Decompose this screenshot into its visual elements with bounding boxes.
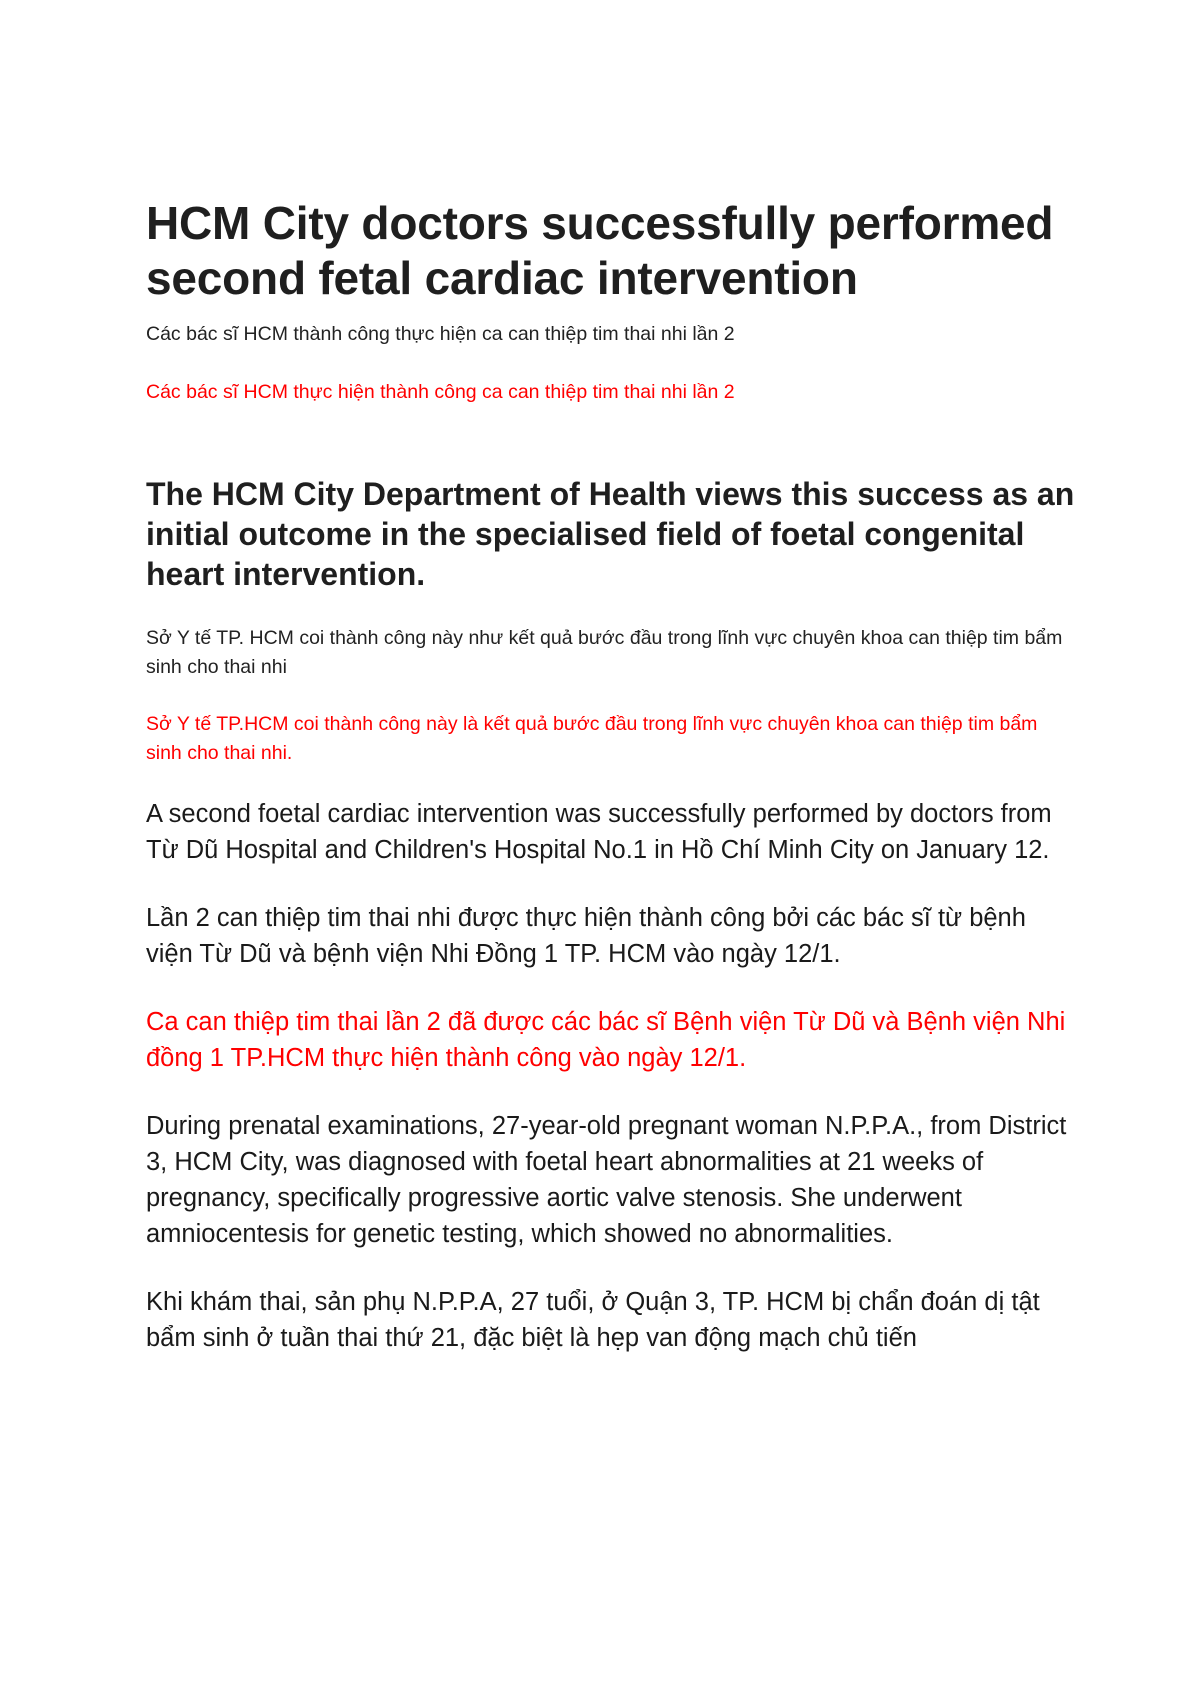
title-translation: Các bác sĩ HCM thành công thực hiện ca can thiệp tim thai nhi lần 2 [146, 323, 735, 345]
subheading-translation: Sở Y tế TP. HCM coi thành công này như kết quả bước đầu trong lĩnh vực chuyên khoa can thiệp tim bẩm sinh cho thai nhi [146, 627, 1063, 678]
subheading-translation-corrected: Sở Y tế TP.HCM coi thành công này là kết quả bước đầu trong lĩnh vực chuyên khoa can thiệp tim bẩm sinh cho thai nhi. [146, 713, 1038, 764]
paragraph-2-translation: Khi khám thai, sản phụ N.P.P.A, 27 tuổi, ở Quận 3, TP. HCM bị chẩn đoán dị tật bẩm sinh ở tuần thai thứ 21, đặc biệt là hẹp van động mạch chủ tiến [146, 1288, 1040, 1352]
paragraph-1-translation-corrected: Ca can thiệp tim thai lần 2 đã được các bác sĩ Bệnh viện Từ Dũ và Bệnh viện Nhi đồng 1 TP.HCM thực hiện thành công vào ngày 12/1. [146, 1008, 1066, 1072]
article-title: HCM City doctors successfully performed second fetal cardiac intervention [146, 197, 1054, 304]
article-subheading: The HCM City Department of Health views this success as an initial outcome in the specialised field of foetal congenital heart intervention. [146, 476, 1075, 592]
paragraph-1-translation: Lần 2 can thiệp tim thai nhi được thực hiện thành công bởi các bác sĩ từ bệnh viện Từ Dũ và bệnh viện Nhi Đồng 1 TP. HCM vào ngày 12/1. [146, 904, 1026, 968]
paragraph-1: A second foetal cardiac intervention was successfully performed by doctors from Từ Dũ Hospital and Children's Hospital No.1 in Hồ Chí Minh City on January 12. [146, 800, 1052, 864]
title-translation-corrected: Các bác sĩ HCM thực hiện thành công ca can thiệp tim thai nhi lần 2 [146, 381, 735, 403]
paragraph-2: During prenatal examinations, 27-year-old pregnant woman N.P.P.A., from District 3, HCM City, was diagnosed with foetal heart abnormalities at 21 weeks of pregnancy, specifically progressive aortic valve stenosis. She underwent amniocentesis for genetic testing, which showed no abnormalities. [146, 1112, 1067, 1248]
document-page [146, 196, 1076, 1356]
